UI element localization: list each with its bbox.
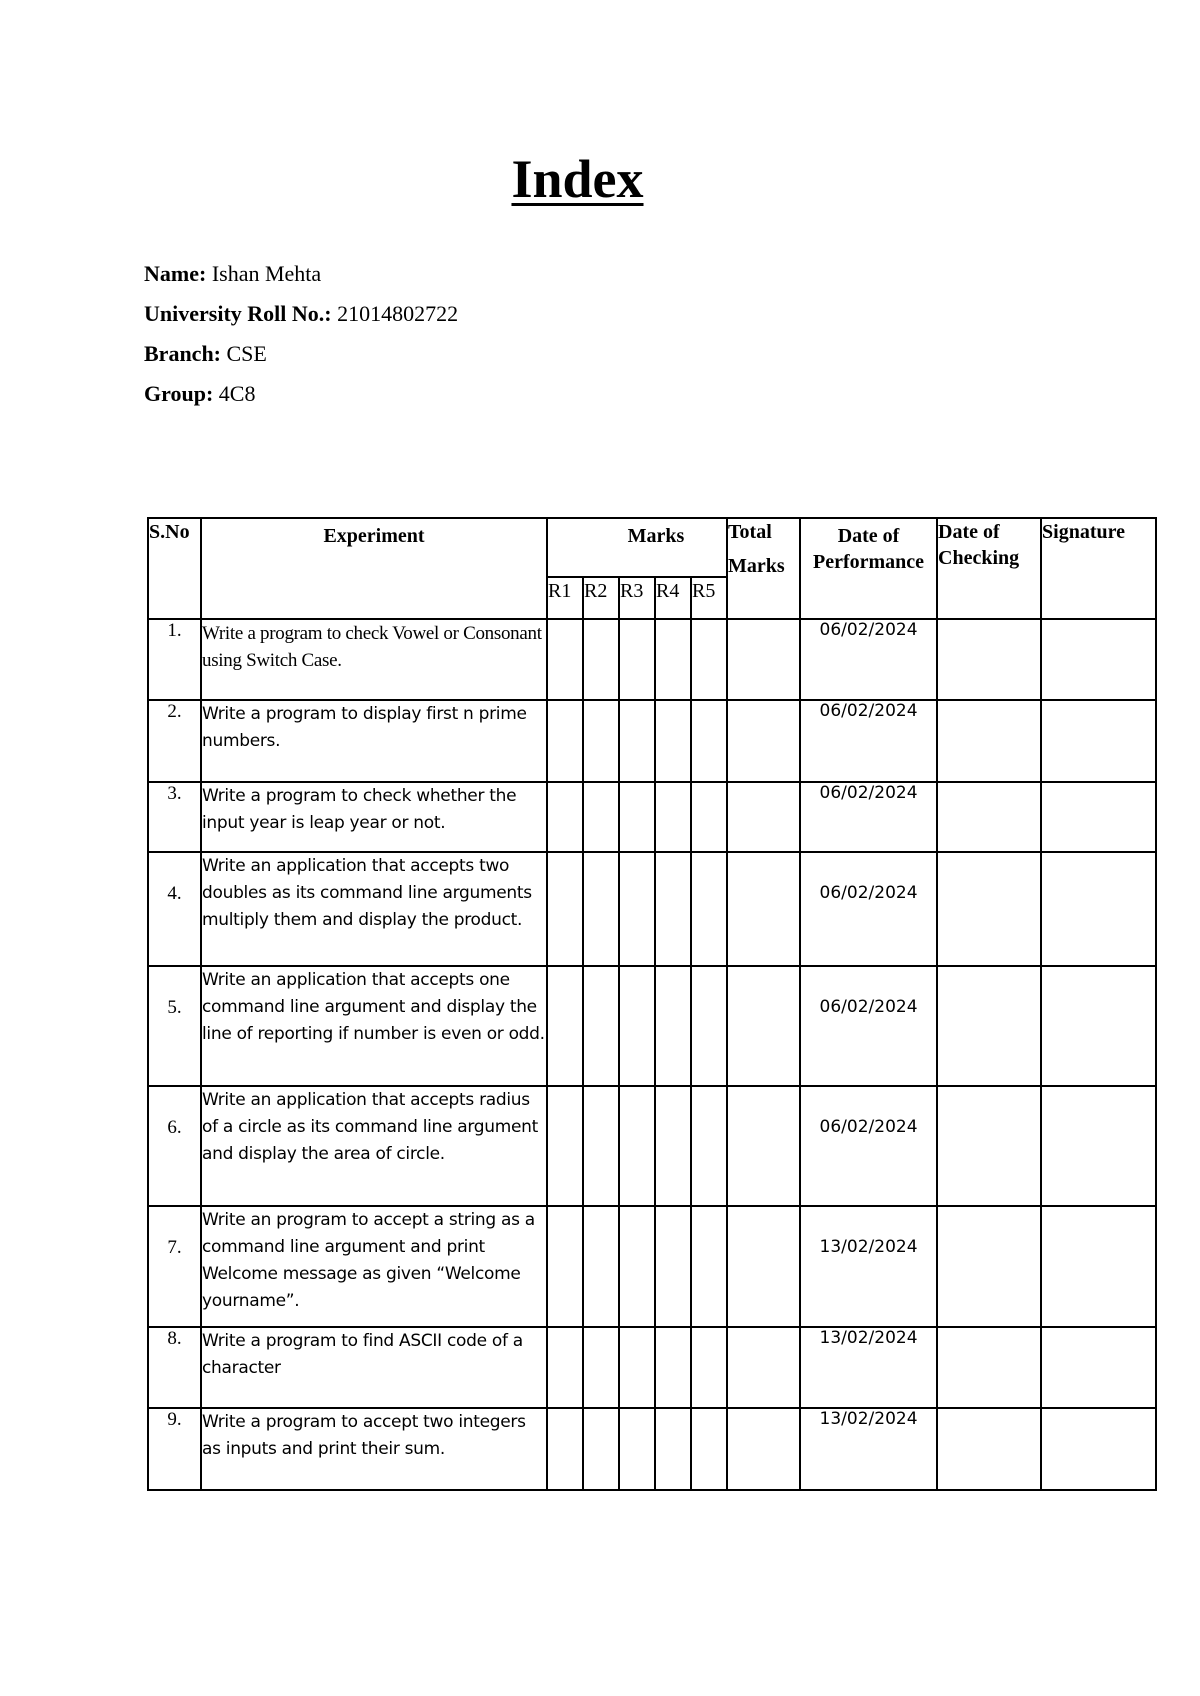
row-total-marks xyxy=(727,1086,800,1206)
row-r1 xyxy=(547,966,583,1086)
row-date-checking xyxy=(937,782,1041,852)
row-r4 xyxy=(655,1206,691,1327)
table-row xyxy=(148,1408,1156,1490)
row-signature xyxy=(1041,1206,1156,1327)
row-r5 xyxy=(691,1086,727,1206)
table-row xyxy=(148,619,1156,700)
row-date-checking xyxy=(937,700,1041,782)
row-sno: 8. xyxy=(148,1327,201,1408)
header-signature: Signature xyxy=(1041,518,1156,619)
header-total-line1: Total xyxy=(728,521,772,543)
row-r1 xyxy=(547,1086,583,1206)
row-r1 xyxy=(547,1206,583,1327)
row-r3 xyxy=(619,1206,655,1327)
row-r4 xyxy=(655,700,691,782)
row-signature xyxy=(1041,700,1156,782)
row-date-performance: 06/02/2024 xyxy=(800,700,937,782)
row-experiment: Write a program to display first n prime numbers. xyxy=(201,700,547,782)
row-r5 xyxy=(691,1206,727,1327)
row-experiment: Write a program to check whether the input year is leap year or not. xyxy=(201,782,547,852)
branch-value: CSE xyxy=(226,341,267,366)
row-r2 xyxy=(583,966,619,1086)
row-sno: 6. xyxy=(148,1086,201,1206)
row-r5 xyxy=(691,1408,727,1490)
table-row xyxy=(148,1327,1156,1408)
row-experiment: Write a program to find ASCII code of a character xyxy=(201,1327,547,1408)
header-check-line1: Date of xyxy=(938,521,1000,543)
row-signature xyxy=(1041,1408,1156,1490)
header-check-line2: Checking xyxy=(938,547,1020,569)
row-r3 xyxy=(619,1086,655,1206)
row-r2 xyxy=(583,619,619,700)
row-r5 xyxy=(691,966,727,1086)
header-sno: S.No xyxy=(148,518,201,619)
name-value: Ishan Mehta xyxy=(211,261,322,286)
header-r1: R1 xyxy=(547,577,583,619)
row-sno: 2. xyxy=(148,700,201,782)
row-signature xyxy=(1041,966,1156,1086)
table-row xyxy=(148,1086,1156,1206)
row-sno: 1. xyxy=(148,619,201,700)
row-date-performance: 06/02/2024 xyxy=(800,1086,937,1206)
row-r3 xyxy=(619,966,655,1086)
header-r4: R4 xyxy=(655,577,691,619)
row-r3 xyxy=(619,782,655,852)
row-r2 xyxy=(583,1327,619,1408)
row-signature xyxy=(1041,782,1156,852)
row-r4 xyxy=(655,1408,691,1490)
row-date-checking xyxy=(937,966,1041,1086)
row-experiment: Write an application that accepts one command line argument and display the line of reporting if number is even or odd. xyxy=(201,966,547,1086)
row-signature xyxy=(1041,1086,1156,1206)
row-r3 xyxy=(619,852,655,966)
header-date-performance xyxy=(800,518,937,619)
row-r4 xyxy=(655,1086,691,1206)
branch-row xyxy=(144,338,458,378)
roll-label: University Roll No.: xyxy=(144,301,332,326)
row-r1 xyxy=(547,619,583,700)
header-total-marks xyxy=(727,518,800,619)
row-date-performance: 13/02/2024 xyxy=(800,1206,937,1327)
name-label: Name: xyxy=(144,261,207,286)
index-table xyxy=(147,517,1157,1491)
row-date-performance: 06/02/2024 xyxy=(800,852,937,966)
row-date-checking xyxy=(937,1086,1041,1206)
header-r5: R5 xyxy=(691,577,727,619)
header-experiment: Experiment xyxy=(201,518,547,619)
branch-label: Branch: xyxy=(144,341,221,366)
row-total-marks xyxy=(727,966,800,1086)
row-experiment: Write a program to check Vowel or Consonant using Switch Case. xyxy=(201,619,547,700)
row-date-checking xyxy=(937,619,1041,700)
row-r4 xyxy=(655,966,691,1086)
student-info xyxy=(144,258,458,418)
row-signature xyxy=(1041,619,1156,700)
header-marks: Marks xyxy=(547,518,727,577)
group-row xyxy=(144,378,458,418)
row-r5 xyxy=(691,1327,727,1408)
row-r3 xyxy=(619,700,655,782)
row-r1 xyxy=(547,852,583,966)
row-r2 xyxy=(583,1408,619,1490)
row-experiment: Write an program to accept a string as a command line argument and print Welcome message as given “Welcome yourname”. xyxy=(201,1206,547,1327)
row-total-marks xyxy=(727,1327,800,1408)
row-r5 xyxy=(691,782,727,852)
roll-row xyxy=(144,298,458,338)
row-date-checking xyxy=(937,1327,1041,1408)
row-total-marks xyxy=(727,782,800,852)
header-perf-line2: Performance xyxy=(813,551,925,573)
row-date-performance: 06/02/2024 xyxy=(800,966,937,1086)
row-r2 xyxy=(583,852,619,966)
row-r2 xyxy=(583,782,619,852)
row-r4 xyxy=(655,852,691,966)
row-experiment: Write an application that accepts two doubles as its command line arguments multiply them and display the product. xyxy=(201,852,547,966)
header-perf-line1: Date of xyxy=(837,525,900,547)
page-title: Index xyxy=(511,149,644,209)
table-row xyxy=(148,966,1156,1086)
row-total-marks xyxy=(727,700,800,782)
row-r5 xyxy=(691,700,727,782)
row-date-performance: 06/02/2024 xyxy=(800,619,937,700)
row-r4 xyxy=(655,782,691,852)
table-row xyxy=(148,1206,1156,1327)
header-date-checking xyxy=(937,518,1041,619)
row-r4 xyxy=(655,1327,691,1408)
row-date-checking xyxy=(937,1206,1041,1327)
header-total-line2: Marks xyxy=(728,555,785,577)
header-r3: R3 xyxy=(619,577,655,619)
row-r4 xyxy=(655,619,691,700)
row-r3 xyxy=(619,619,655,700)
row-sno: 5. xyxy=(148,966,201,1086)
row-r5 xyxy=(691,852,727,966)
row-sno: 9. xyxy=(148,1408,201,1490)
row-total-marks xyxy=(727,1206,800,1327)
row-date-checking xyxy=(937,852,1041,966)
row-date-performance: 06/02/2024 xyxy=(800,782,937,852)
row-r5 xyxy=(691,619,727,700)
row-experiment: Write an application that accepts radius of a circle as its command line argument and display the area of circle. xyxy=(201,1086,547,1206)
row-experiment: Write a program to accept two integers as inputs and print their sum. xyxy=(201,1408,547,1490)
row-r1 xyxy=(547,1327,583,1408)
row-sno: 4. xyxy=(148,852,201,966)
row-total-marks xyxy=(727,852,800,966)
row-date-performance: 13/02/2024 xyxy=(800,1408,937,1490)
row-r2 xyxy=(583,1206,619,1327)
table-row xyxy=(148,782,1156,852)
group-value: 4C8 xyxy=(218,381,256,406)
table-row xyxy=(148,700,1156,782)
row-r2 xyxy=(583,700,619,782)
row-sno: 3. xyxy=(148,782,201,852)
group-label: Group: xyxy=(144,381,214,406)
row-signature xyxy=(1041,1327,1156,1408)
roll-value: 21014802722 xyxy=(337,301,459,326)
row-total-marks xyxy=(727,1408,800,1490)
row-total-marks xyxy=(727,619,800,700)
row-r1 xyxy=(547,700,583,782)
table-row xyxy=(148,852,1156,966)
name-row xyxy=(144,258,458,298)
row-date-checking xyxy=(937,1408,1041,1490)
row-r3 xyxy=(619,1327,655,1408)
row-r3 xyxy=(619,1408,655,1490)
header-r2: R2 xyxy=(583,577,619,619)
row-sno: 7. xyxy=(148,1206,201,1327)
row-r1 xyxy=(547,1408,583,1490)
row-r2 xyxy=(583,1086,619,1206)
row-date-performance: 13/02/2024 xyxy=(800,1327,937,1408)
row-signature xyxy=(1041,852,1156,966)
row-r1 xyxy=(547,782,583,852)
